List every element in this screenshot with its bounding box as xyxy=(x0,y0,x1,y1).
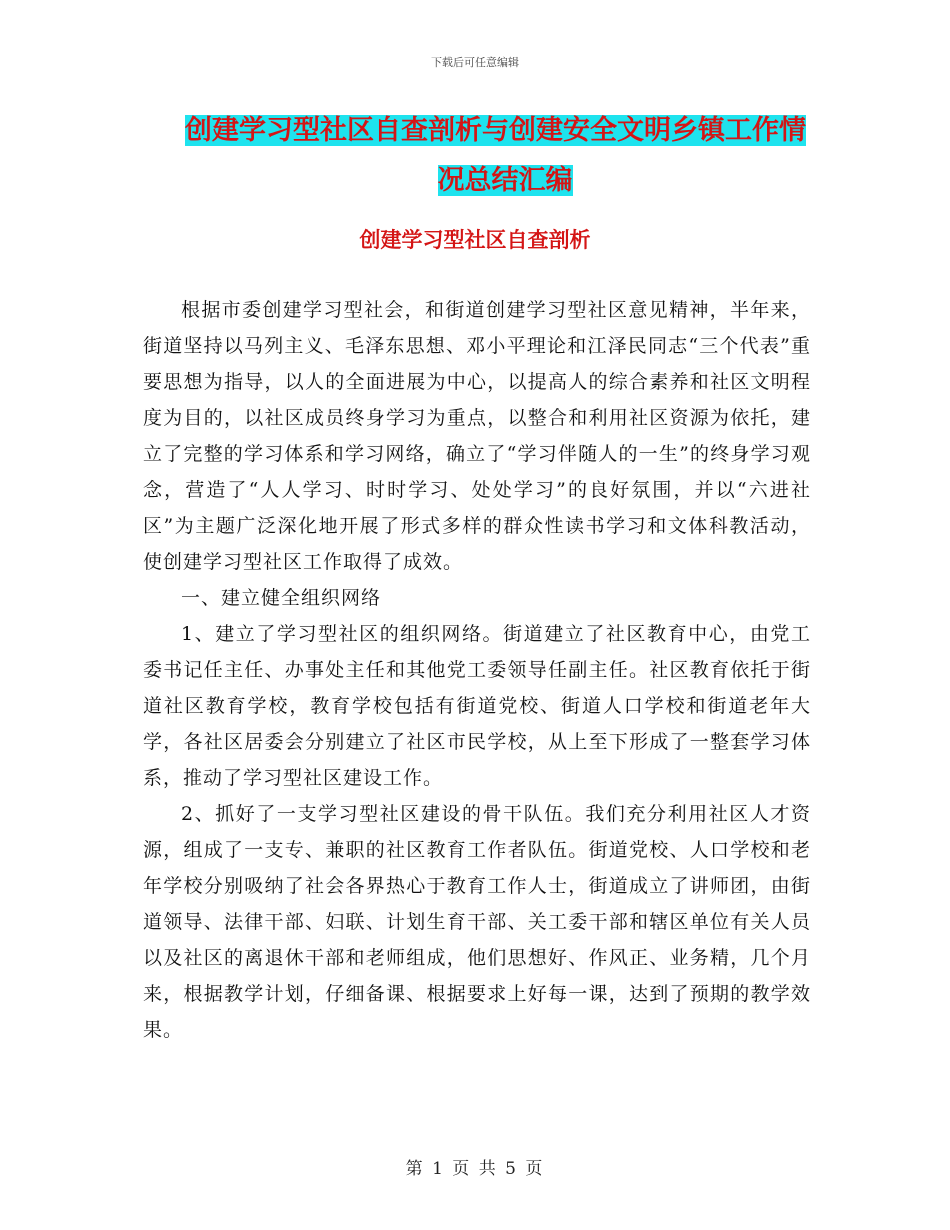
title-line-2: 况总结汇编 xyxy=(437,165,573,196)
page-number-footer: 第 1 页 共 5 页 xyxy=(405,1159,545,1179)
section-heading-1: 一、建立健全组织网络 xyxy=(181,587,382,609)
document-title xyxy=(185,106,825,206)
title-line-1: 创建学习型社区自查剖析与创建安全文明乡镇工作情 xyxy=(185,115,806,146)
page-header-note: 下载后可任意编辑 xyxy=(431,56,519,69)
paragraph-intro: 根据市委创建学习型社会，和街道创建学习型社区意见精神，半年来，街道坚持以马列主义、毛泽东思想、邓小平理论和江泽民同志“三个代表”重要思想为指导，以人的全面进展为中心，以提高人的综合素养和社区文明程度为目的，以社区成员终身学习为重点，以整合和利用社区资源为依托，建立了完整的学习体系和学习网络，确立了“学习伴随人的一生”的终身学习观念，营造了“人人学习、时时学习、处处学习”的良好氛围，并以“六进社区”为主题广泛深化地开展了形式多样的群众性读书学习和文体科教活动，使创建学习型社区工作取得了成效。 xyxy=(143,299,811,573)
document-body xyxy=(143,292,811,1048)
section-title: 创建学习型社区自查剖析 xyxy=(359,228,591,252)
paragraph-item-1: 1、建立了学习型社区的组织网络。街道建立了社区教育中心，由党工委书记任主任、办事处主任和其他党工委领导任副主任。社区教育依托于街道社区教育学校，教育学校包括有街道党校、街道人口学校和街道老年大学，各社区居委会分别建立了社区市民学校，从上至下形成了一整套学习体系，推动了学习型社区建设工作。 xyxy=(143,623,811,789)
paragraph-item-2: 2、抓好了一支学习型社区建设的骨干队伍。我们充分利用社区人才资源，组成了一支专、兼职的社区教育工作者队伍。街道党校、人口学校和老年学校分别吸纳了社会各界热心于教育工作人士，街道成立了讲师团，由街道领导、法律干部、妇联、计划生育干部、关工委干部和辖区单位有关人员以及社区的离退休干部和老师组成，他们思想好、作风正、业务精，几个月来，根据教学计划，仔细备课、根据要求上好每一课，达到了预期的教学效果。 xyxy=(143,803,811,1041)
